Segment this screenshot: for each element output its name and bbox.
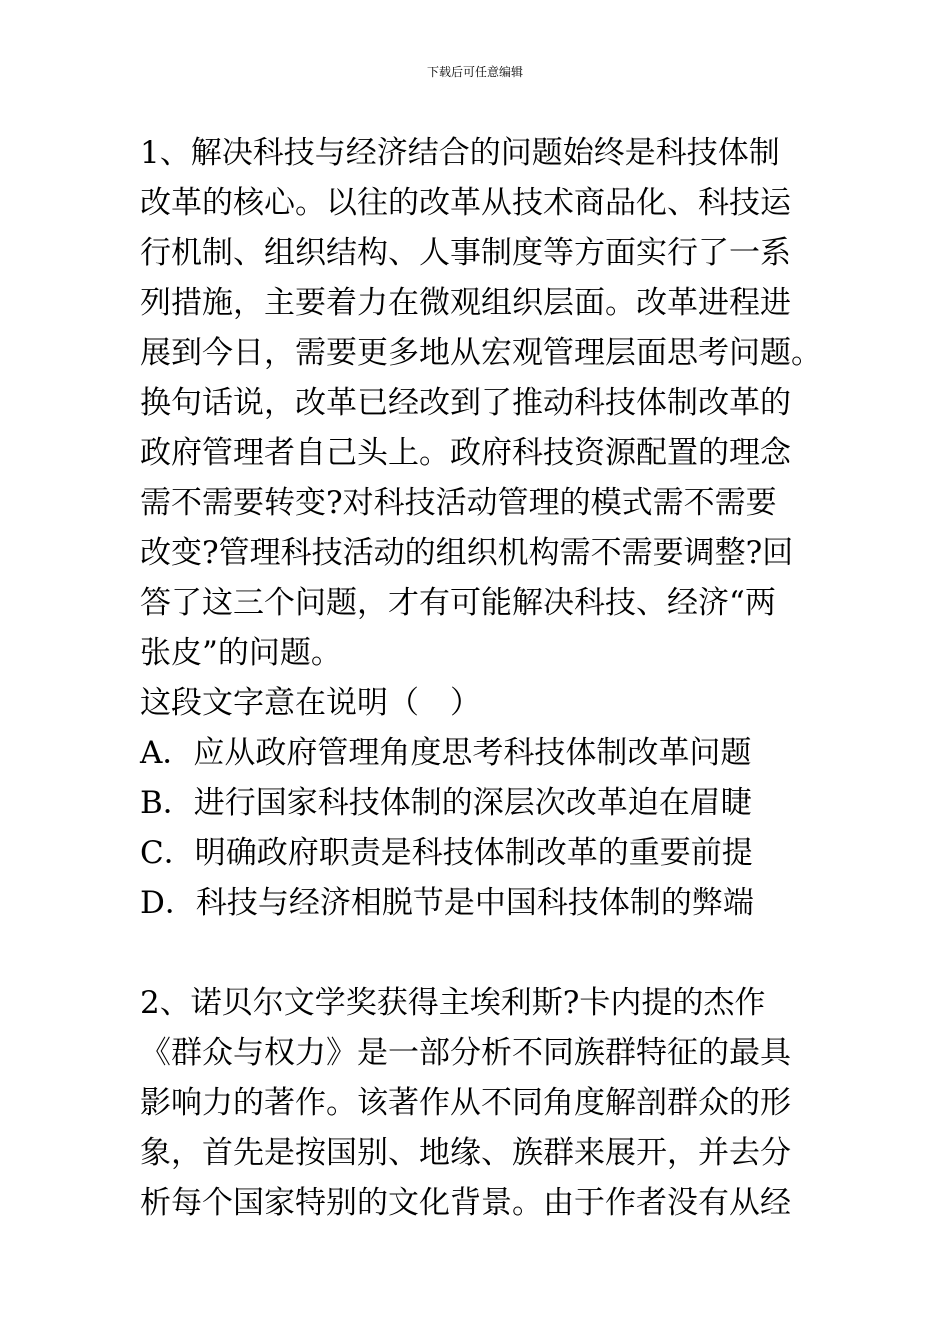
question-1-text-line: 展到今日，需要更多地从宏观管理层面思考问题。 xyxy=(140,335,822,371)
question-1-text-line: 1、解决科技与经济结合的问题始终是科技体制 xyxy=(140,135,780,171)
question-1-text-line: 换句话说，改革已经改到了推动科技体制改革的 xyxy=(140,385,791,421)
question-2-text-line: 2、诺贝尔文学奖获得主埃利斯?卡内提的杰作 xyxy=(140,985,766,1021)
page-header: 下载后可任意编辑 xyxy=(426,65,523,79)
question-1-option-b: B．进行国家科技体制的深层次改革迫在眉睫 xyxy=(140,785,752,821)
question-2-text-line: 象，首先是按国别、地缘、族群来展开，并去分 xyxy=(140,1135,791,1171)
question-1-text-line: 列措施，主要着力在微观组织层面。改革进程进 xyxy=(140,285,791,321)
question-1-text-line: 需不需要转变?对科技活动管理的模式需不需要 xyxy=(140,485,777,521)
question-1-option-c: C．明确政府职责是科技体制改革的重要前提 xyxy=(140,835,753,871)
question-1-prompt: 这段文字意在说明（ ） xyxy=(140,685,481,721)
document-body xyxy=(140,128,840,1228)
question-1-text-line: 行机制、组织结构、人事制度等方面实行了一系 xyxy=(140,235,791,271)
question-1 xyxy=(140,128,840,928)
question-1-text-line: 答了这三个问题，才有可能解决科技、经济“两 xyxy=(140,585,776,621)
question-2-text-line: 析每个国家特别的文化背景。由于作者没有从经 xyxy=(140,1185,791,1221)
question-1-text-line: 政府管理者自己头上。政府科技资源配置的理念 xyxy=(140,435,791,471)
question-1-text-line: 张皮”的问题。 xyxy=(140,635,342,671)
question-2 xyxy=(140,978,840,1228)
question-1-text-line: 改革的核心。以往的改革从技术商品化、科技运 xyxy=(140,185,791,221)
question-1-option-a: A．应从政府管理角度思考科技体制改革问题 xyxy=(140,735,752,771)
question-2-text-line: 影响力的著作。该著作从不同角度解剖群众的形 xyxy=(140,1085,791,1121)
question-spacer xyxy=(140,928,840,978)
question-2-text-line: 《群众与权力》是一部分析不同族群特征的最具 xyxy=(140,1035,791,1071)
question-1-text-line: 改变?管理科技活动的组织机构需不需要调整?回 xyxy=(140,535,794,571)
question-1-option-d: D．科技与经济相脱节是中国科技体制的弊端 xyxy=(140,885,754,921)
